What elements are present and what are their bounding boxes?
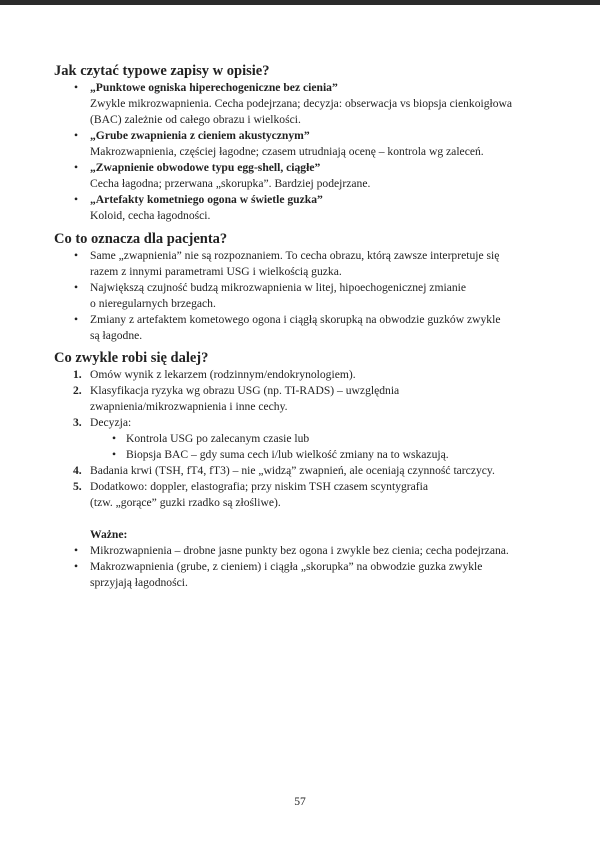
item-text: Makrozwapnienia, częściej łagodne; czasem utrudniają ocenę – kontrola wg zaleceń. <box>90 145 484 158</box>
bullet-list <box>54 248 554 344</box>
list-item <box>54 312 554 344</box>
item-number: 1. <box>73 368 82 381</box>
section-heading-next-steps: Co zwykle robi się dalej? <box>54 350 209 366</box>
list-item <box>54 559 554 591</box>
item-number: 4. <box>73 464 82 477</box>
list-item <box>54 415 554 431</box>
item-text: Zmiany z artefaktem kometowego ogona i ciągłą skorupką na obwodzie guzków zwykle <box>90 313 501 326</box>
item-text: zwapnienia/mikrozwapnienia i inne cechy. <box>90 400 288 413</box>
bullet-icon: • <box>74 560 79 573</box>
section-heading-reading-notes: Jak czytać typowe zapisy w opisie? <box>54 63 270 79</box>
item-text: (tzw. „gorące” guzki rzadko są złośliwe). <box>90 496 281 509</box>
note-heading: Ważne: <box>90 528 128 541</box>
item-text: Klasyfikacja ryzyka wg obrazu USG (np. TI-RADS) – uwzględnia <box>90 384 400 397</box>
list-item <box>54 463 554 479</box>
bullet-icon: • <box>112 432 117 445</box>
item-text: Badania krwi (TSH, fT4, fT3) – nie „widzą” zwapnień, ale oceniają czynność tarczycy. <box>90 464 495 477</box>
sub-list-item <box>54 431 554 447</box>
bullet-icon: • <box>74 544 79 557</box>
numbered-list <box>54 367 554 511</box>
list-item <box>54 479 554 511</box>
item-text: Omów wynik z lekarzem (rodzinnym/endokrynologiem). <box>90 368 356 381</box>
bullet-icon: • <box>74 313 79 326</box>
item-text: Makrozwapnienia (grube, z cieniem) i ciągła „skorupka” na obwodzie guzka zwykle <box>90 560 483 573</box>
item-text: Koloid, cecha łagodności. <box>90 209 211 222</box>
section-heading-patient-meaning: Co to oznacza dla pacjenta? <box>54 231 228 247</box>
item-text: są łagodne. <box>90 329 143 342</box>
list-item <box>54 248 554 280</box>
item-text: Biopsja BAC – gdy suma cech i/lub wielkość zmiany na to wskazują. <box>126 448 449 461</box>
note-list <box>54 543 554 591</box>
bullet-icon: • <box>74 81 79 94</box>
item-text: Mikrozwapnienia – drobne jasne punkty bez ogona i zwykle bez cienia; cecha podejrzana. <box>90 544 509 557</box>
sub-list-item <box>54 447 554 463</box>
item-title: „Punktowe ogniska hiperechogeniczne bez cienia” <box>90 81 338 94</box>
item-text: Same „zwapnienia” nie są rozpoznaniem. To cecha obrazu, którą zawsze interpretuje się <box>90 249 500 262</box>
item-text: Zwykle mikrozwapnienia. Cecha podejrzana; decyzja: obserwacja vs biopsja cienkoigłowa <box>90 97 513 110</box>
list-item <box>54 367 554 383</box>
item-text: (BAC) zależnie od całego obrazu i wielkości. <box>90 113 301 126</box>
bullet-icon: • <box>74 193 79 206</box>
top-bar <box>0 0 600 5</box>
list-item <box>54 160 554 192</box>
item-number: 2. <box>73 384 82 397</box>
list-item <box>54 543 554 559</box>
item-text: Kontrola USG po zalecanym czasie lub <box>126 432 310 445</box>
list-item <box>54 383 554 415</box>
item-text: sprzyjają łagodności. <box>90 576 188 589</box>
item-text: Decyzja: <box>90 416 132 429</box>
list-item <box>54 280 554 312</box>
bullet-icon: • <box>112 448 117 461</box>
item-text: o nieregularnych brzegach. <box>90 297 216 310</box>
item-number: 3. <box>73 416 82 429</box>
item-title: „Artefakty kometniego ogona w świetle guzka” <box>90 193 323 206</box>
bullet-icon: • <box>74 281 79 294</box>
item-number: 5. <box>73 480 82 493</box>
item-text: Cecha łagodna; przerwana „skorupka”. Bardziej podejrzane. <box>90 177 371 190</box>
bullet-icon: • <box>74 161 79 174</box>
item-title: „Zwapnienie obwodowe typu egg-shell, ciągłe” <box>90 161 321 174</box>
page-number: 57 <box>294 795 306 808</box>
item-title: „Grube zwapnienia z cieniem akustycznym” <box>90 129 310 142</box>
item-text: Największą czujność budzą mikrozwapnienia w litej, hipoechogenicznej zmianie <box>90 281 467 294</box>
bullet-list <box>54 80 554 224</box>
list-item <box>54 128 554 160</box>
item-text: Dodatkowo: doppler, elastografia; przy niskim TSH czasem scyntygrafia <box>90 480 429 493</box>
bullet-icon: • <box>74 129 79 142</box>
list-item <box>54 192 554 224</box>
list-item <box>54 80 554 128</box>
bullet-icon: • <box>74 249 79 262</box>
document-body <box>54 62 554 591</box>
item-text: razem z innymi parametrami USG i wielkością guzka. <box>90 265 342 278</box>
